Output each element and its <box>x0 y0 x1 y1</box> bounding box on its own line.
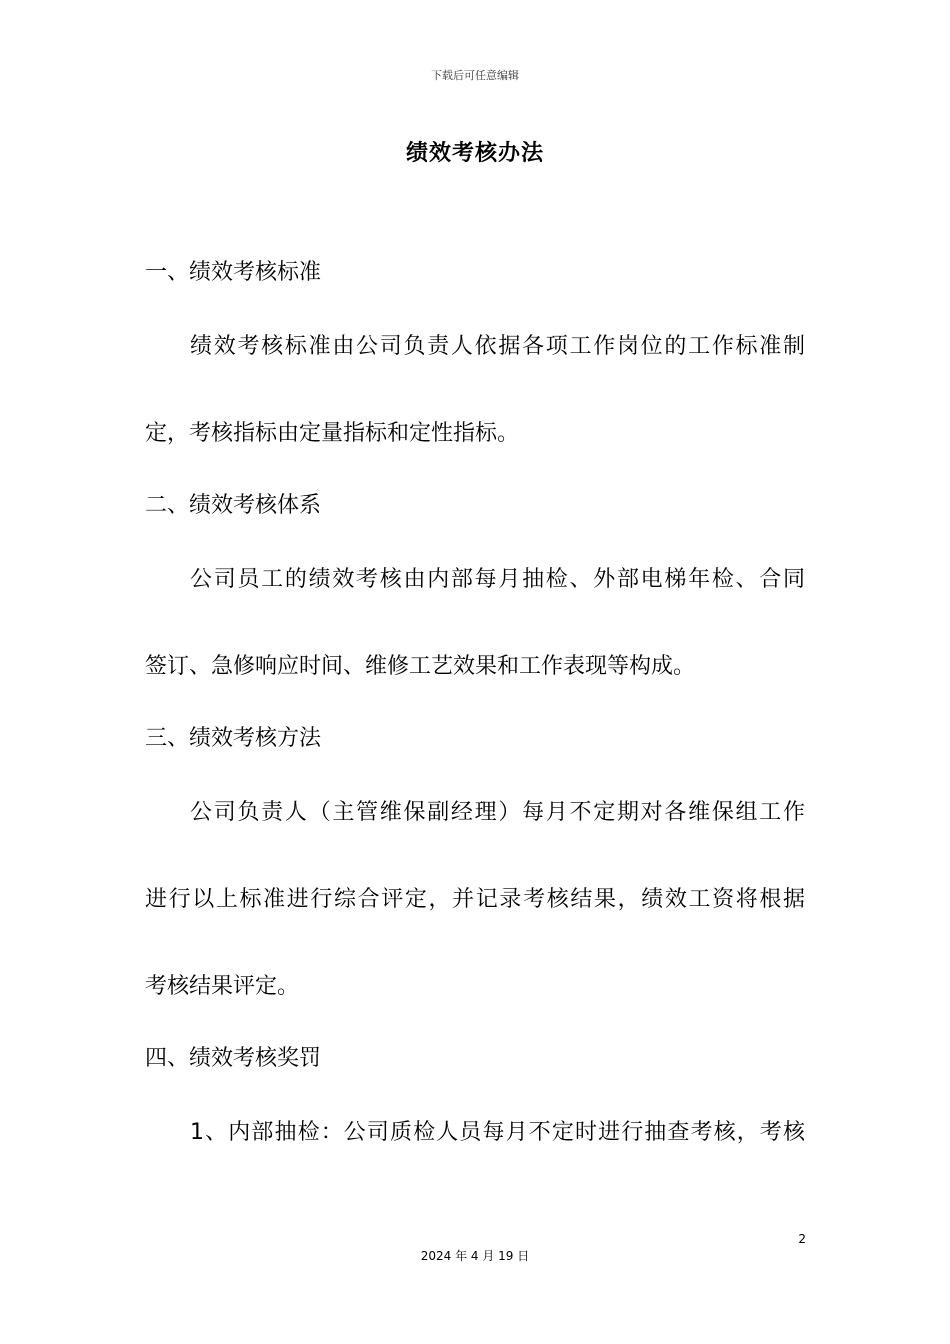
paragraph-line: 绩效考核标准由公司负责人依据各项工作岗位的工作标准制 <box>190 334 805 359</box>
footer-date: 2024 年 4 月 19 日 <box>420 1249 530 1263</box>
paragraph-line: 进行以上标准进行综合评定，并记录考核结果，绩效工资将根据 <box>145 887 805 912</box>
section-heading-1: 一、绩效考核标准 <box>145 260 322 285</box>
paragraph-line: 1、内部抽检：公司质检人员每月不定时进行抽查考核，考核 <box>190 1120 805 1145</box>
paragraph-line: 公司员工的绩效考核由内部每月抽检、外部电梯年检、合同 <box>190 567 805 592</box>
header-note: 下载后可任意编辑 <box>431 69 519 82</box>
section-heading-2: 二、绩效考核体系 <box>145 493 322 518</box>
document-title: 绩效考核办法 <box>405 141 544 166</box>
paragraph-line: 公司负责人（主管维保副经理）每月不定期对各维保组工作 <box>190 800 805 825</box>
section-heading-3: 三、绩效考核方法 <box>145 726 322 751</box>
paragraph-line: 签订、急修响应时间、维修工艺效果和工作表现等构成。 <box>145 654 696 679</box>
page-number: 2 <box>798 1232 806 1246</box>
section-heading-4: 四、绩效考核奖罚 <box>145 1046 322 1071</box>
paragraph-line: 定，考核指标由定量指标和定性指标。 <box>145 421 520 446</box>
paragraph-line: 考核结果评定。 <box>145 974 300 999</box>
